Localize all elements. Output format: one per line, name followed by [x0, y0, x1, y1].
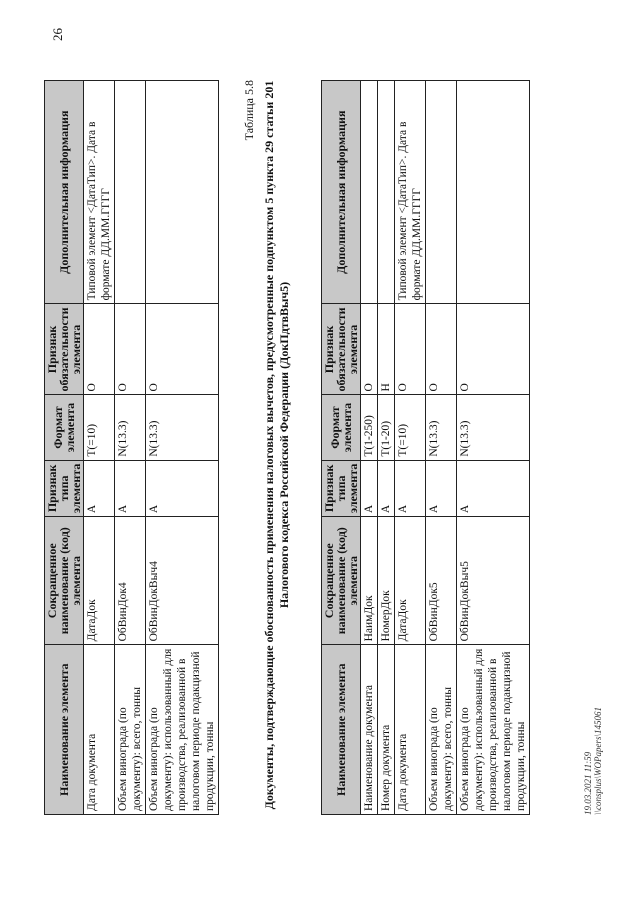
header-name: Наименование элемента	[322, 645, 361, 815]
table-5-8	[321, 80, 530, 815]
cell-code: НомерДок	[378, 517, 395, 645]
cell-info: Типовой элемент <ДатаТип>. Дата в формате ДД.ММ.ГГГГ	[395, 81, 426, 304]
table-row	[84, 81, 115, 815]
cell-info	[457, 81, 530, 304]
header-format: Формат элемента	[322, 395, 361, 460]
cell-name: Наименование документа	[361, 645, 378, 815]
table-header-row	[322, 81, 361, 815]
cell-required: О	[115, 304, 146, 395]
table-label: Таблица 5.8	[242, 80, 256, 141]
cell-required: О	[457, 304, 530, 395]
cell-required: О	[146, 304, 219, 395]
header-required: Признак обязательности элемента	[322, 304, 361, 395]
cell-type: А	[426, 460, 457, 516]
cell-name: Номер документа	[378, 645, 395, 815]
cell-info	[115, 81, 146, 304]
cell-info	[146, 81, 219, 304]
cell-required: О	[361, 304, 378, 395]
cell-code: ОбВинДокВыч5	[457, 517, 530, 645]
header-info: Дополнительная информация	[45, 81, 84, 304]
cell-name: Объем винограда (по документу): всего, тонны	[115, 645, 146, 815]
cell-code: НаимДок	[361, 517, 378, 645]
cell-type: А	[361, 460, 378, 516]
table-row	[146, 81, 219, 815]
cell-format: N(13.3)	[457, 395, 530, 460]
header-name: Наименование элемента	[45, 645, 84, 815]
cell-name: Дата документа	[395, 645, 426, 815]
cell-info	[426, 81, 457, 304]
cell-format: N(13.3)	[146, 395, 219, 460]
stamp-path: \\consplus\WOPapers\145061	[593, 707, 603, 815]
cell-format: T(1-250)	[361, 395, 378, 460]
cell-type: А	[378, 460, 395, 516]
table-row	[457, 81, 530, 815]
cell-type: А	[84, 460, 115, 516]
cell-format: N(13.3)	[426, 395, 457, 460]
table-row	[115, 81, 146, 815]
table-5-7-continuation	[44, 80, 219, 815]
cell-name: Дата документа	[84, 645, 115, 815]
table-heading: Документы, подтверждающие обоснованность применения налоговых вычетов, предусмотренные подпунктом 5 пункта 29 статьи 201 Налогового кодекса Российской Федерации (ДокПдтвВыч5)	[262, 80, 291, 810]
table-row	[395, 81, 426, 815]
cell-info	[361, 81, 378, 304]
cell-type: А	[146, 460, 219, 516]
cell-name: Объем винограда (по документу): использованный для производства, реализованной в налоговом периоде подакцизной продукции, тонны	[146, 645, 219, 815]
cell-required: Н	[378, 304, 395, 395]
cell-type: А	[395, 460, 426, 516]
cell-info: Типовой элемент <ДатаТип>. Дата в формате ДД.ММ.ГГГГ	[84, 81, 115, 304]
header-required: Признак обязательности элемента	[45, 304, 84, 395]
cell-code: ОбВинДок5	[426, 517, 457, 645]
cell-format: N(13.3)	[115, 395, 146, 460]
cell-required: О	[395, 304, 426, 395]
cell-type: А	[457, 460, 530, 516]
cell-name: Объем винограда (по документу): всего, тонны	[426, 645, 457, 815]
cell-name: Объем винограда (по документу): использованный для производства, реализованной в налоговом периоде подакцизной продукции, тонны	[457, 645, 530, 815]
cell-required: О	[426, 304, 457, 395]
cell-required: О	[84, 304, 115, 395]
stamp-datetime: 19.03.2021 11:59	[583, 751, 593, 815]
cell-type: А	[115, 460, 146, 516]
header-type: Признак типа элемента	[45, 460, 84, 516]
cell-format: T(1-20)	[378, 395, 395, 460]
table-row	[378, 81, 395, 815]
header-code: Сокращенное наименование (код) элемента	[45, 517, 84, 645]
page-number: 26	[50, 28, 65, 41]
header-format: Формат элемента	[45, 395, 84, 460]
header-type: Признак типа элемента	[322, 460, 361, 516]
cell-format: T(=10)	[395, 395, 426, 460]
cell-info	[378, 81, 395, 304]
table-row	[426, 81, 457, 815]
system-stamp	[583, 707, 603, 815]
table-header-row	[45, 81, 84, 815]
header-info: Дополнительная информация	[322, 81, 361, 304]
cell-code: ОбВинДокВыч4	[146, 517, 219, 645]
cell-code: ДатаДок	[395, 517, 426, 645]
cell-format: T(=10)	[84, 395, 115, 460]
table-row	[361, 81, 378, 815]
header-code: Сокращенное наименование (код) элемента	[322, 517, 361, 645]
cell-code: ОбВинДок4	[115, 517, 146, 645]
cell-code: ДатаДок	[84, 517, 115, 645]
